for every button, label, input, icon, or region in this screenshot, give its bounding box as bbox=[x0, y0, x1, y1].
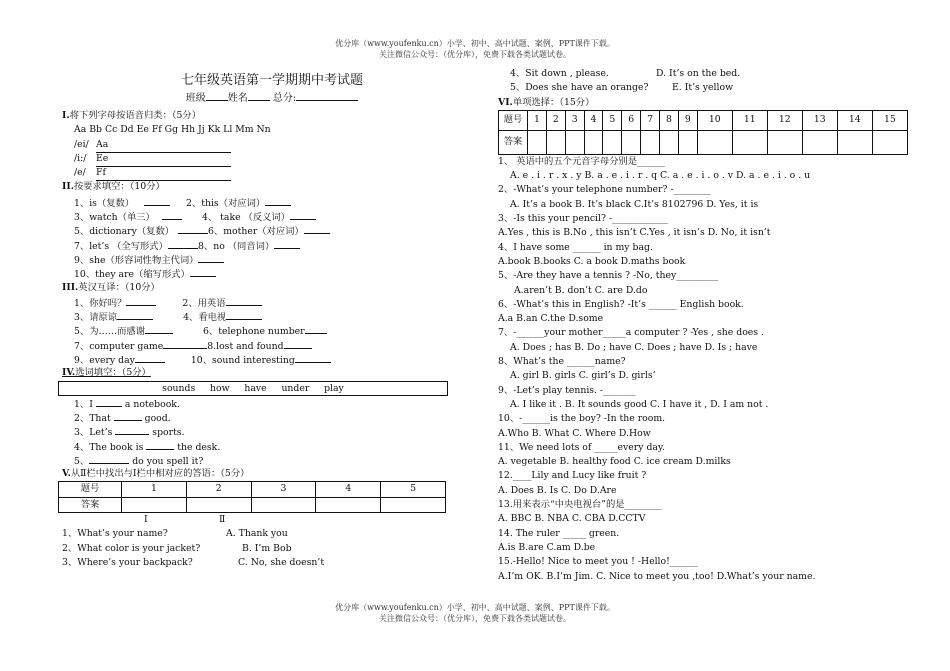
answer-blank[interactable] bbox=[162, 209, 182, 220]
question: 7、-______your mother_____a computer ? -Yes , she does . bbox=[498, 327, 764, 339]
answer-blank[interactable] bbox=[89, 453, 129, 464]
translate-item: 8.lost and found bbox=[207, 340, 284, 352]
answer-cell[interactable] bbox=[767, 130, 802, 154]
exam-subtitle bbox=[62, 90, 482, 107]
fill-item: 10、they are（缩写形式） bbox=[74, 269, 190, 281]
subtitle-score-label: 总分: bbox=[272, 93, 297, 104]
fill-item: 5、dictionary（复数） bbox=[74, 226, 175, 238]
question-options: A.Yes , this is B.No , this isn’t C.Yes , it isn’s D. No, it isn’t bbox=[498, 227, 771, 239]
answer-blank[interactable] bbox=[163, 338, 207, 349]
table-cell: 1 bbox=[528, 110, 547, 130]
sound-row bbox=[62, 166, 482, 180]
answer-blank[interactable] bbox=[178, 223, 208, 234]
word-fill-sentence bbox=[62, 410, 482, 424]
question: 12.____Lily and Lucy like fruit ? bbox=[498, 470, 647, 482]
answer-blank[interactable] bbox=[144, 195, 170, 206]
table-cell: 4 bbox=[584, 110, 603, 130]
word-fill-sentence bbox=[62, 396, 482, 410]
match-question: 1、What’s your name? bbox=[62, 528, 168, 540]
answer-cell[interactable] bbox=[678, 130, 697, 154]
table-cell: 4 bbox=[316, 482, 381, 497]
header-line-1: 优分库（www.youfenku.cn）小学、初中、高中试题、案例、PPT课件下载。 bbox=[335, 39, 615, 48]
section-5-title: 从Ⅱ栏中找出与Ⅰ栏中相对应的答语：（5分） bbox=[70, 468, 250, 480]
translate-item: 3、请原谅 bbox=[74, 312, 118, 324]
table-cell: 6 bbox=[622, 110, 641, 130]
answer-blank[interactable] bbox=[117, 309, 153, 320]
question: 2、-What’s your telephone number? -________ bbox=[498, 184, 711, 196]
question-options: A.aren’t B. don’t C. are D.do bbox=[514, 284, 648, 296]
translate-row bbox=[62, 295, 482, 309]
word-fill-sentence bbox=[62, 424, 482, 438]
match-question: 5、Does she have an orange? bbox=[510, 82, 649, 94]
table-cell: 5 bbox=[381, 482, 446, 497]
section-6-number: VI. bbox=[498, 96, 513, 108]
section-6-title: 单项选择：（15分） bbox=[512, 96, 595, 108]
answer-blank[interactable] bbox=[146, 439, 174, 450]
footer-line-2: 关注微信公众号：（优分库），免费下载各类试题试卷。 bbox=[379, 614, 571, 623]
column-1-label: I bbox=[144, 514, 148, 526]
sentence-part: 2、That bbox=[74, 412, 111, 424]
answer-blank[interactable] bbox=[226, 295, 262, 306]
word-bank-item: under bbox=[281, 382, 310, 394]
fill-row bbox=[62, 195, 482, 209]
sound-answer-line[interactable]: Aa bbox=[96, 138, 231, 153]
fill-row bbox=[62, 266, 482, 280]
footer-line-1: 优分库（www.youfenku.cn）小学、初中、高中试题、案例、PPT课件下载。 bbox=[335, 603, 615, 612]
fill-item: 6、mother（对应词） bbox=[208, 226, 304, 238]
match-answer: D. It’s on the bed. bbox=[656, 68, 741, 79]
answer-table-6 bbox=[498, 110, 908, 155]
sentence-part: sports. bbox=[152, 427, 185, 439]
sentence-part: a notebook. bbox=[124, 398, 180, 410]
fill-item: 2、this（对应词） bbox=[186, 197, 266, 209]
answer-blank[interactable] bbox=[265, 195, 291, 206]
fill-row bbox=[62, 209, 482, 223]
sentence-part: do you spell it? bbox=[132, 455, 204, 467]
table-cell: 题号 bbox=[499, 110, 528, 130]
answer-cell[interactable] bbox=[641, 130, 660, 154]
question: 9、-Let’s play tennis. -_______ bbox=[498, 384, 636, 396]
section-5-heading bbox=[62, 467, 482, 481]
question-options: A.Who B. What C. Where D.How bbox=[498, 427, 651, 439]
translate-item: 4、看电视 bbox=[183, 312, 227, 324]
table-cell: 12 bbox=[767, 110, 802, 130]
sentence-part: the desk. bbox=[177, 441, 221, 453]
column-2-label: Ⅱ bbox=[219, 514, 226, 526]
answer-blank[interactable] bbox=[168, 238, 198, 249]
answer-blank[interactable] bbox=[96, 396, 122, 407]
table-row bbox=[499, 130, 908, 154]
table-cell: 7 bbox=[641, 110, 660, 130]
table-row bbox=[59, 497, 446, 512]
question: 3、-Is this your pencil? -____________ bbox=[498, 213, 668, 225]
fill-item: 9、she（形容词性物主代词） bbox=[74, 254, 199, 266]
word-bank-item: have bbox=[244, 382, 267, 394]
answer-blank[interactable] bbox=[126, 295, 156, 306]
section-5-number: V. bbox=[62, 468, 71, 480]
answer-cell[interactable] bbox=[528, 130, 547, 154]
word-fill-sentence bbox=[62, 439, 482, 453]
answer-cell[interactable] bbox=[872, 130, 907, 154]
question-options: A. BBC B. NBA C. CBA D.CCTV bbox=[498, 513, 646, 525]
fill-row bbox=[62, 238, 482, 252]
translate-item: 2、用英语 bbox=[182, 297, 226, 309]
subtitle-class-label: 班级 bbox=[185, 93, 206, 104]
section-4-heading bbox=[62, 366, 482, 380]
question-options: A. vegetable B. healthy food C. ice cream D.milks bbox=[498, 456, 731, 468]
answer-cell[interactable] bbox=[584, 130, 603, 154]
translate-item: 6、telephone number bbox=[203, 326, 305, 338]
table-cell: 10 bbox=[697, 110, 732, 130]
sound-label: /i:/ bbox=[74, 152, 87, 164]
fill-row bbox=[62, 223, 482, 237]
word-bank-box bbox=[58, 381, 448, 396]
table-row bbox=[499, 110, 908, 130]
section-2-title: 按要求填空：（10分） bbox=[73, 181, 165, 193]
question: 6、-What’s this in English? -It’s ______ English book. bbox=[498, 298, 744, 310]
question: 8、What’s the ______name? bbox=[498, 356, 626, 368]
table-cell: 15 bbox=[872, 110, 907, 130]
answer-blank[interactable] bbox=[226, 309, 262, 320]
sound-row bbox=[62, 152, 482, 166]
section-6-heading bbox=[498, 96, 908, 110]
translate-item: 1、你好吗？ bbox=[74, 297, 127, 309]
answer-cell[interactable] bbox=[802, 130, 837, 154]
page-header bbox=[0, 38, 950, 60]
fill-row bbox=[62, 252, 482, 266]
answer-blank[interactable] bbox=[304, 223, 330, 234]
sound-answer-line[interactable]: Ff bbox=[96, 166, 231, 181]
match-question: 4、Sit down , please. bbox=[510, 68, 609, 79]
name-blank[interactable] bbox=[248, 90, 270, 101]
answer-blank[interactable] bbox=[274, 238, 300, 249]
table-cell: 11 bbox=[732, 110, 767, 130]
section-3-heading bbox=[62, 281, 482, 295]
translate-row bbox=[62, 352, 482, 366]
answer-blank[interactable] bbox=[198, 252, 224, 263]
question-options: A. Does B. Is C. Do D.Are bbox=[498, 484, 617, 496]
question-options: A. Does ; has B. Do ; have C. Does ; have D. Is ; have bbox=[510, 341, 758, 353]
question: 4、I have some ______ in my bag. bbox=[498, 241, 653, 253]
match-question: 3、Where’s your backpack? bbox=[62, 556, 193, 568]
fill-item: 7、let’s （全写形式） bbox=[74, 240, 168, 252]
answer-blank[interactable] bbox=[290, 209, 316, 220]
sentence-part: 1、I bbox=[74, 398, 93, 410]
question-options: A.I’m OK. B.I’m Jim. C. Nice to meet you ,too! D.What’s your name. bbox=[498, 570, 816, 582]
table-cell: 1 bbox=[122, 482, 187, 497]
page-footer bbox=[0, 602, 950, 624]
sound-label: /e/ bbox=[74, 167, 86, 179]
table-cell: 8 bbox=[660, 110, 679, 130]
answer-cell[interactable] bbox=[697, 130, 732, 154]
table-cell: 题号 bbox=[59, 482, 122, 497]
table-cell: 答案 bbox=[499, 130, 528, 154]
answer-blank[interactable] bbox=[284, 338, 312, 349]
question: 11、We need lots of _____every day. bbox=[498, 441, 665, 453]
question: 1、 英语中的五个元音字母分别是______ bbox=[498, 155, 665, 167]
column-labels bbox=[62, 513, 482, 527]
section-4-number: IV. bbox=[62, 367, 76, 379]
left-column bbox=[62, 72, 482, 570]
class-blank[interactable] bbox=[206, 90, 228, 101]
question-options: A.is B.are C.am D.be bbox=[498, 541, 596, 553]
sentence-part: 4、The book is bbox=[74, 441, 144, 453]
answer-cell[interactable] bbox=[603, 130, 622, 154]
table-cell: 3 bbox=[565, 110, 584, 130]
sentence-part: 3、Let’s bbox=[74, 427, 113, 439]
sound-row bbox=[62, 138, 482, 152]
answer-blank[interactable] bbox=[145, 323, 173, 334]
match-answer: E. It’s yellow bbox=[672, 82, 734, 94]
section-3-title: 英汉互译：（10分） bbox=[78, 281, 160, 293]
answer-blank[interactable] bbox=[190, 266, 216, 277]
answer-blank[interactable] bbox=[115, 424, 149, 435]
answer-table-5 bbox=[58, 481, 446, 513]
match-answer: C. No, she doesn’t bbox=[238, 556, 325, 568]
answer-cell[interactable] bbox=[316, 497, 381, 512]
translate-row bbox=[62, 338, 482, 352]
translate-row bbox=[62, 323, 482, 337]
question-options: A.book B.books C. a book D.maths book bbox=[498, 255, 686, 267]
sound-answer-line[interactable]: Ee bbox=[96, 152, 231, 167]
answer-blank[interactable] bbox=[135, 352, 165, 363]
question: 10、-______is the boy? -In the room. bbox=[498, 413, 666, 425]
translate-item: 9、every day bbox=[74, 355, 135, 367]
table-row bbox=[59, 482, 446, 497]
table-cell: 5 bbox=[603, 110, 622, 130]
table-cell: 2 bbox=[546, 110, 565, 130]
answer-cell[interactable] bbox=[660, 130, 679, 154]
table-cell: 9 bbox=[678, 110, 697, 130]
table-cell: 3 bbox=[251, 482, 316, 497]
word-fill-sentence bbox=[62, 453, 482, 467]
table-cell: 13 bbox=[802, 110, 837, 130]
right-column bbox=[498, 67, 908, 584]
section-1-title: 将下列字母按语音归类：（5分） bbox=[69, 110, 202, 121]
word-bank-item: sounds bbox=[162, 382, 196, 394]
answer-cell[interactable] bbox=[186, 497, 251, 512]
subtitle-name-label: 姓名 bbox=[227, 93, 248, 104]
sentence-part: 5、 bbox=[74, 455, 90, 467]
answer-cell[interactable] bbox=[381, 497, 446, 512]
exam-title: 七年级英语第一学期期中考试题 bbox=[180, 73, 363, 88]
question: 5、-Are they have a tennis ? -No, they_________ bbox=[498, 270, 719, 282]
answer-cell[interactable] bbox=[546, 130, 565, 154]
fill-item: 3、watch（单三） bbox=[74, 212, 155, 224]
translate-row bbox=[62, 309, 482, 323]
question-options: A. girl B. girls C. girl’s D. girls’ bbox=[510, 370, 656, 382]
word-bank-item: play bbox=[324, 382, 344, 394]
question: 14. The ruler _____ green. bbox=[498, 527, 620, 539]
fill-item: 1、is（复数） bbox=[74, 197, 135, 209]
question-options: A. I like it . B. It sounds good C. I have it , D. I am not . bbox=[510, 398, 769, 410]
match-question: 2、What color is your jacket? bbox=[62, 542, 201, 554]
match-answer: A. Thank you bbox=[226, 528, 288, 540]
answer-blank[interactable] bbox=[114, 410, 142, 421]
question-options: A.a B.an C.the D.some bbox=[498, 313, 604, 325]
question: 15.-Hello! Nice to meet you ! -Hello!______ bbox=[498, 556, 698, 568]
match-row bbox=[62, 556, 482, 570]
answer-cell[interactable] bbox=[837, 130, 872, 154]
table-cell: 14 bbox=[837, 110, 872, 130]
section-1-number: I. bbox=[62, 110, 70, 121]
section-4-title: 选词填空：（5分） bbox=[75, 367, 151, 379]
translate-item: 7、computer game bbox=[74, 340, 164, 352]
word-bank-item: how bbox=[210, 382, 230, 394]
fill-item: 8、no （同音词） bbox=[198, 240, 275, 252]
answer-blank[interactable] bbox=[305, 323, 327, 334]
answer-cell[interactable] bbox=[251, 497, 316, 512]
question: 13.用来表示“中央电视台”的是________ bbox=[498, 499, 662, 511]
table-cell: 答案 bbox=[59, 497, 122, 512]
translate-item: 10、sound interesting bbox=[190, 355, 295, 367]
translate-item: 5、为……而感谢 bbox=[74, 326, 145, 338]
sentence-part: good. bbox=[144, 412, 171, 424]
section-2-number: II. bbox=[62, 181, 74, 193]
section-2-heading bbox=[62, 180, 482, 194]
match-row bbox=[498, 67, 908, 81]
question-options: A. It’s a book B. It’s black C.It’s 8102796 D. Yes, it is bbox=[510, 198, 759, 210]
answer-cell[interactable] bbox=[732, 130, 767, 154]
fill-item: 4、 take （反义词） bbox=[202, 212, 291, 224]
section-1-heading bbox=[62, 109, 482, 123]
score-blank[interactable] bbox=[296, 90, 358, 101]
alphabet-letters: Aa Bb Cc Dd Ee Ff Gg Hh Jj Kk Ll Mm Nn bbox=[74, 124, 271, 136]
answer-cell[interactable] bbox=[565, 130, 584, 154]
question-options: A. e . i . r . x . y B. a . e . i . r . q C. a . e . i . o . v D. a . e . i . o . u bbox=[510, 170, 811, 182]
match-answer: B. I’m Bob bbox=[242, 542, 292, 554]
answer-blank[interactable] bbox=[295, 352, 331, 363]
match-row bbox=[62, 542, 482, 556]
match-row bbox=[498, 81, 908, 95]
answer-cell[interactable] bbox=[622, 130, 641, 154]
match-row bbox=[62, 527, 482, 541]
section-3-number: III. bbox=[62, 281, 79, 293]
table-cell: 2 bbox=[186, 482, 251, 497]
sound-label: /ei/ bbox=[74, 138, 89, 150]
answer-cell[interactable] bbox=[122, 497, 187, 512]
header-line-2: 关注微信公众号：（优分库），免费下载各类试题试卷。 bbox=[379, 50, 571, 59]
